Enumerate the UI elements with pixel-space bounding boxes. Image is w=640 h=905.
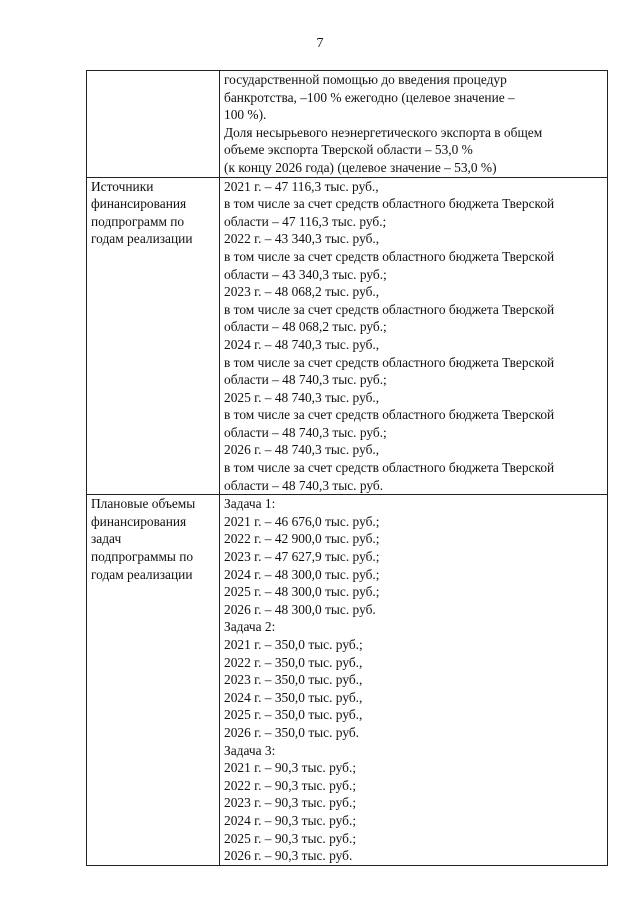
row-value-line: 100 %). xyxy=(224,107,267,123)
row-value-line: области – 48 740,3 тыс. руб.; xyxy=(224,424,387,440)
row-value-line: 2025 г. – 48 300,0 тыс. руб.; xyxy=(224,584,380,600)
row-value-line: в том числе за счет средств областного бюджета Тверской xyxy=(224,354,555,370)
row-value-line: 2026 г. – 48 740,3 тыс. руб., xyxy=(224,442,380,458)
row-value-line: государственной помощью до введения процедур xyxy=(224,72,507,87)
row-value-line: 2025 г. – 350,0 тыс. руб., xyxy=(224,707,363,723)
row-label-line: Источники xyxy=(91,178,154,194)
document-table xyxy=(86,70,608,866)
row-value-line: 2026 г. – 90,3 тыс. руб. xyxy=(224,848,353,864)
row-value-line: Задача 2: xyxy=(224,619,276,635)
row-value-line: 2024 г. – 350,0 тыс. руб., xyxy=(224,689,363,705)
row-value-line: области – 48 740,3 тыс. руб.; xyxy=(224,372,387,388)
row-value-line: 2022 г. – 90,3 тыс. руб.; xyxy=(224,777,357,793)
table-body xyxy=(87,71,608,866)
row-label-cell xyxy=(87,71,220,178)
row-value-line: в том числе за счет средств областного бюджета Тверской xyxy=(224,407,555,423)
row-value-line: 2022 г. – 42 900,0 тыс. руб.; xyxy=(224,531,380,547)
row-label-line: финансирования xyxy=(91,196,187,212)
row-value-line: в том числе за счет средств областного бюджета Тверской xyxy=(224,460,555,476)
row-value-line: 2024 г. – 48 740,3 тыс. руб., xyxy=(224,336,380,352)
row-value-line: в том числе за счет средств областного бюджета Тверской xyxy=(224,248,555,264)
row-value-line: в том числе за счет средств областного бюджета Тверской xyxy=(224,301,555,317)
row-label-line: финансирования xyxy=(91,513,187,529)
row-label-cell xyxy=(87,177,220,495)
row-value-line: 2026 г. – 48 300,0 тыс. руб. xyxy=(224,601,376,617)
row-value-line: Задача 3: xyxy=(224,742,276,758)
row-value-line: 2025 г. – 48 740,3 тыс. руб., xyxy=(224,389,380,405)
row-value-line: области – 48 068,2 тыс. руб.; xyxy=(224,319,387,335)
row-value-line: области – 43 340,3 тыс. руб.; xyxy=(224,266,387,282)
table-row xyxy=(87,495,608,865)
table-row xyxy=(87,71,608,178)
row-value-line: 2023 г. – 47 627,9 тыс. руб.; xyxy=(224,549,380,565)
row-label-line: годам реализации xyxy=(91,566,193,582)
row-value-line: 2023 г. – 48 068,2 тыс. руб., xyxy=(224,284,380,300)
row-value-line: банкротства, –100 % ежегодно (целевое значение – xyxy=(224,89,515,105)
row-value-line: Доля несырьевого неэнергетического экспорта в общем xyxy=(224,124,543,140)
row-value-line: 2025 г. – 90,3 тыс. руб.; xyxy=(224,830,357,846)
row-value-line: 2021 г. – 350,0 тыс. руб.; xyxy=(224,637,363,652)
row-label-line: годам реализации xyxy=(91,231,193,247)
row-label-line: подпрограмм по xyxy=(91,213,185,229)
row-value-line: в том числе за счет средств областного бюджета Тверской xyxy=(224,196,555,212)
row-label-line: Плановые объемы xyxy=(91,496,196,512)
row-value-line: 2023 г. – 350,0 тыс. руб., xyxy=(224,672,363,688)
row-label-cell xyxy=(87,495,220,865)
page-number: 7 xyxy=(316,36,324,51)
row-value-line: Задача 1: xyxy=(224,496,276,512)
row-value-line: области – 47 116,3 тыс. руб.; xyxy=(224,213,387,229)
row-value-line: 2021 г. – 47 116,3 тыс. руб., xyxy=(224,178,379,194)
row-value-cell xyxy=(220,177,608,495)
row-value-cell xyxy=(220,71,608,178)
row-value-line: 2024 г. – 90,3 тыс. руб.; xyxy=(224,812,357,828)
row-value-line: 2022 г. – 43 340,3 тыс. руб., xyxy=(224,231,380,247)
row-value-line: 2021 г. – 46 676,0 тыс. руб.; xyxy=(224,513,380,529)
row-value-line: объеме экспорта Тверской области – 53,0 % xyxy=(224,142,473,158)
row-value-line: области – 48 740,3 тыс. руб. xyxy=(224,477,384,493)
row-value-line: 2023 г. – 90,3 тыс. руб.; xyxy=(224,795,357,811)
row-value-line: 2024 г. – 48 300,0 тыс. руб.; xyxy=(224,566,380,582)
row-label-line: задач xyxy=(91,531,122,547)
row-value-line: 2022 г. – 350,0 тыс. руб., xyxy=(224,654,363,670)
row-value-line: (к концу 2026 года) (целевое значение – 53,0 %) xyxy=(224,159,497,175)
row-value-line: 2021 г. – 90,3 тыс. руб.; xyxy=(224,760,357,776)
row-label-line: подпрограммы по xyxy=(91,549,194,565)
row-value-cell xyxy=(220,495,608,865)
row-value-line: 2026 г. – 350,0 тыс. руб. xyxy=(224,724,360,740)
table-row xyxy=(87,177,608,495)
